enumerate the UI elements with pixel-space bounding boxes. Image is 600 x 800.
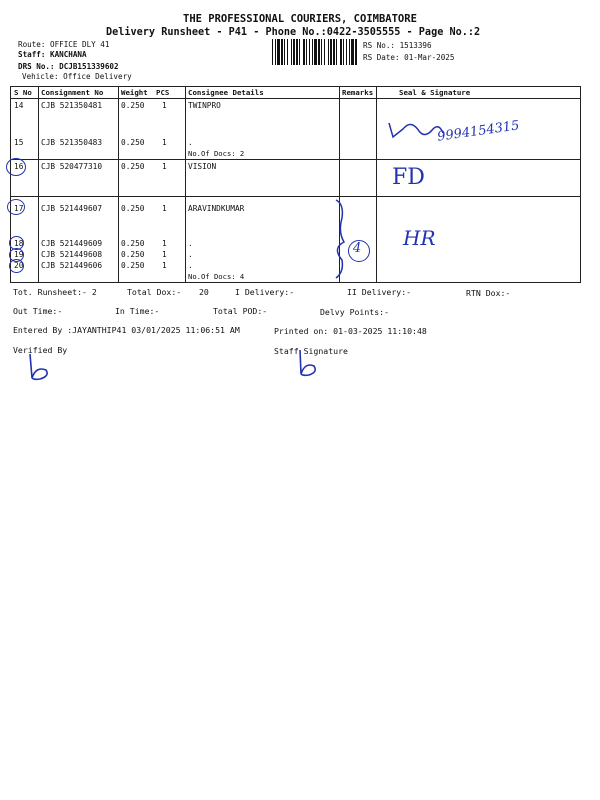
column-header-remarks: Remarks: [342, 88, 374, 97]
row-consignee: TWINPRO: [188, 101, 221, 110]
row-weight: 0.250: [121, 239, 145, 248]
row-sno: 19: [14, 250, 24, 259]
total-pod: Total POD:-: [213, 306, 268, 316]
drs-number: DRS No.: DCJB151339602: [18, 62, 119, 71]
row-sno: 17: [14, 204, 24, 213]
row-pcs: 1: [162, 162, 167, 171]
row-weight: 0.250: [121, 204, 145, 213]
barcode-image: [272, 39, 358, 65]
rs-number: RS No.: 1513396: [363, 41, 432, 50]
rtn-dox: RTN Dox:-: [466, 288, 511, 298]
staff-label: Staff: KANCHANA: [18, 50, 87, 59]
row-consignee: .: [188, 250, 193, 259]
total-runsheet: Tot. Runsheet:- 2: [13, 287, 97, 297]
handwritten-hr: HR: [403, 226, 436, 250]
row-pcs: 1: [162, 204, 167, 213]
row-sno: 16: [14, 162, 24, 171]
delvy-points: Delvy Points:-: [320, 307, 390, 317]
runsheet-title: Delivery Runsheet - P41 - Phone No.:0422-3505555 - Page No.:2: [106, 27, 481, 38]
total-dox-value: 20: [199, 287, 209, 297]
printed-on: Printed on: 01-03-2025 11:10:48: [274, 326, 427, 336]
ii-delivery: II Delivery:-: [347, 287, 412, 297]
handwritten-count: 4: [353, 241, 362, 256]
i-delivery: I Delivery:-: [235, 287, 295, 297]
row-pcs: 1: [162, 239, 167, 248]
row-weight: 0.250: [121, 162, 145, 171]
verified-by-label: Verified By: [13, 345, 68, 355]
docs-count: No.Of Docs: 2: [188, 149, 245, 158]
row-consignee: .: [188, 138, 193, 147]
column-header-seal: Seal & Signature: [399, 88, 471, 97]
rs-date: RS Date: 01-Mar-2025: [363, 53, 455, 62]
vehicle-label: Vehicle: Office Delivery: [22, 72, 132, 81]
handwritten-fd: FD: [392, 165, 425, 190]
out-time: Out Time:-: [13, 306, 63, 316]
handwritten-phone: 9994154315: [436, 118, 521, 145]
column-header-pcs: PCS: [156, 88, 170, 97]
row-consignee: VISION: [188, 162, 217, 171]
row-pcs: 1: [162, 250, 167, 259]
row-weight: 0.250: [121, 250, 145, 259]
row-consignee: .: [188, 261, 193, 270]
handwritten-bracket: [328, 198, 368, 280]
row-weight: 0.250: [121, 138, 145, 147]
row-weight: 0.250: [121, 261, 145, 270]
row-consignment-no: CJB 521449609: [41, 239, 103, 248]
row-consignee: ARAVINDKUMAR: [188, 204, 245, 213]
column-header-consignment: Consignment No: [41, 88, 104, 97]
staff-initial-mark: [292, 348, 322, 378]
docs-count: No.Of Docs: 4: [188, 272, 245, 281]
row-consignment-no: CJB 521449608: [41, 250, 103, 259]
entered-by: Entered By :JAYANTHIP41 03/01/2025 11:06:51 AM: [13, 325, 240, 335]
circled-serial-mark: [9, 259, 24, 273]
row-pcs: 1: [162, 138, 167, 147]
row-consignment-no: CJB 521350481: [41, 101, 103, 110]
row-consignee: .: [188, 239, 193, 248]
circled-serial-mark: [7, 199, 25, 215]
row-sno: 14: [14, 101, 24, 110]
column-header-consignee: Consignee Details: [188, 88, 264, 97]
row-consignment-no: CJB 521449607: [41, 204, 103, 213]
row-sno: 20: [14, 261, 24, 270]
company-title: THE PROFESSIONAL COURIERS, COIMBATORE: [183, 13, 417, 25]
row-consignment-no: CJB 521350483: [41, 138, 103, 147]
row-sno: 18: [14, 239, 24, 248]
row-consignment-no: CJB 521449606: [41, 261, 103, 270]
runsheet-table: [10, 86, 581, 283]
verified-initial-mark: [24, 352, 54, 382]
route-label: Route: OFFICE DLY 41: [18, 40, 110, 49]
row-pcs: 1: [162, 261, 167, 270]
row-pcs: 1: [162, 101, 167, 110]
row-consignment-no: CJB 520477310: [41, 162, 103, 171]
row-sno: 15: [14, 138, 24, 147]
circled-serial-mark: [6, 158, 26, 176]
row-weight: 0.250: [121, 101, 145, 110]
total-dox-label: Total Dox:-: [127, 287, 182, 297]
column-header-weight: Weight: [121, 88, 148, 97]
in-time: In Time:-: [115, 306, 160, 316]
column-header-sno: S No: [14, 88, 32, 97]
staff-signature-label: Staff Signature: [274, 346, 348, 356]
